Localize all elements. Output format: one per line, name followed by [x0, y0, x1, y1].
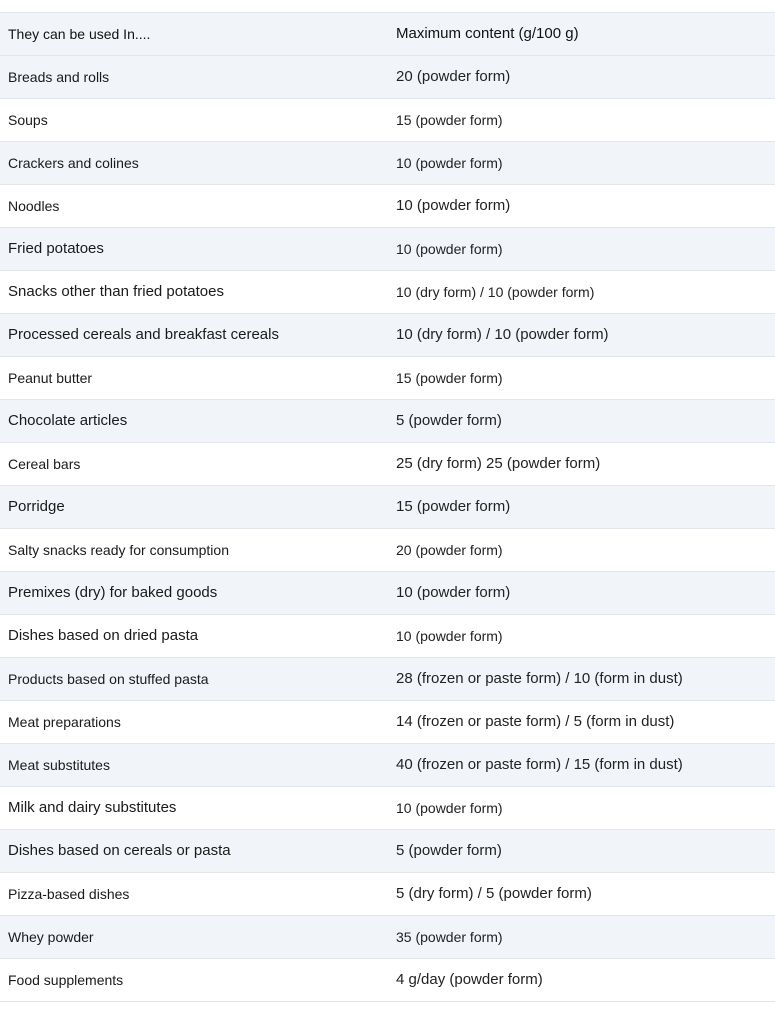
food-category-cell: Processed cereals and breakfast cereals — [0, 314, 388, 357]
table-header-row — [0, 13, 775, 56]
food-category-cell: Pizza-based dishes — [0, 873, 388, 916]
food-category-cell: Fried potatoes — [0, 228, 388, 271]
food-category-cell: Premixes (dry) for baked goods — [0, 572, 388, 615]
max-content-cell: 10 (powder form) — [388, 142, 775, 185]
food-category-cell: Milk and dairy substitutes — [0, 787, 388, 830]
table-row — [0, 658, 775, 701]
table-row — [0, 572, 775, 615]
max-content-table — [0, 13, 775, 1002]
food-category-cell: Soups — [0, 99, 388, 142]
table-row — [0, 142, 775, 185]
max-content-cell: 14 (frozen or paste form) / 5 (form in dust) — [388, 701, 775, 744]
max-content-cell: 20 (powder form) — [388, 529, 775, 572]
food-category-cell: Noodles — [0, 185, 388, 228]
max-content-cell: 10 (powder form) — [388, 572, 775, 615]
food-category-cell: Peanut butter — [0, 357, 388, 400]
table-row — [0, 744, 775, 787]
food-category-cell: Salty snacks ready for consumption — [0, 529, 388, 572]
column-header-usage: They can be used In.... — [0, 13, 388, 56]
table-row — [0, 400, 775, 443]
table-row — [0, 615, 775, 658]
table-row — [0, 228, 775, 271]
food-category-cell: Dishes based on dried pasta — [0, 615, 388, 658]
max-content-cell: 10 (powder form) — [388, 787, 775, 830]
table-row — [0, 916, 775, 959]
food-category-cell: Porridge — [0, 486, 388, 529]
food-category-cell: Snacks other than fried potatoes — [0, 271, 388, 314]
max-content-cell: 40 (frozen or paste form) / 15 (form in dust) — [388, 744, 775, 787]
max-content-cell: 10 (dry form) / 10 (powder form) — [388, 271, 775, 314]
table-row — [0, 357, 775, 400]
max-content-cell: 15 (powder form) — [388, 486, 775, 529]
food-category-cell: Whey powder — [0, 916, 388, 959]
table-row — [0, 443, 775, 486]
max-content-cell: 20 (powder form) — [388, 56, 775, 99]
food-category-cell: Breads and rolls — [0, 56, 388, 99]
table-row — [0, 271, 775, 314]
table-row — [0, 830, 775, 873]
max-content-cell: 10 (powder form) — [388, 228, 775, 271]
max-content-cell: 5 (powder form) — [388, 400, 775, 443]
max-content-cell: 5 (dry form) / 5 (powder form) — [388, 873, 775, 916]
max-content-cell: 28 (frozen or paste form) / 10 (form in dust) — [388, 658, 775, 701]
max-content-cell: 5 (powder form) — [388, 830, 775, 873]
max-content-cell: 10 (dry form) / 10 (powder form) — [388, 314, 775, 357]
max-content-cell: 15 (powder form) — [388, 99, 775, 142]
table-row — [0, 701, 775, 744]
table-row — [0, 959, 775, 1002]
column-header-max-content: Maximum content (g/100 g) — [388, 13, 775, 56]
table-row — [0, 185, 775, 228]
food-category-cell: Crackers and colines — [0, 142, 388, 185]
max-content-cell: 10 (powder form) — [388, 615, 775, 658]
table-row — [0, 787, 775, 830]
table-row — [0, 529, 775, 572]
food-category-cell: Cereal bars — [0, 443, 388, 486]
max-content-cell: 4 g/day (powder form) — [388, 959, 775, 1002]
food-category-cell: Food supplements — [0, 959, 388, 1002]
table-row — [0, 486, 775, 529]
food-category-cell: Meat substitutes — [0, 744, 388, 787]
table-row — [0, 314, 775, 357]
max-content-cell: 10 (powder form) — [388, 185, 775, 228]
food-category-cell: Meat preparations — [0, 701, 388, 744]
food-category-cell: Dishes based on cereals or pasta — [0, 830, 388, 873]
table-row — [0, 873, 775, 916]
top-divider — [0, 0, 775, 13]
table-row — [0, 56, 775, 99]
table-row — [0, 99, 775, 142]
max-content-cell: 15 (powder form) — [388, 357, 775, 400]
food-category-cell: Chocolate articles — [0, 400, 388, 443]
max-content-cell: 25 (dry form) 25 (powder form) — [388, 443, 775, 486]
max-content-cell: 35 (powder form) — [388, 916, 775, 959]
food-category-cell: Products based on stuffed pasta — [0, 658, 388, 701]
